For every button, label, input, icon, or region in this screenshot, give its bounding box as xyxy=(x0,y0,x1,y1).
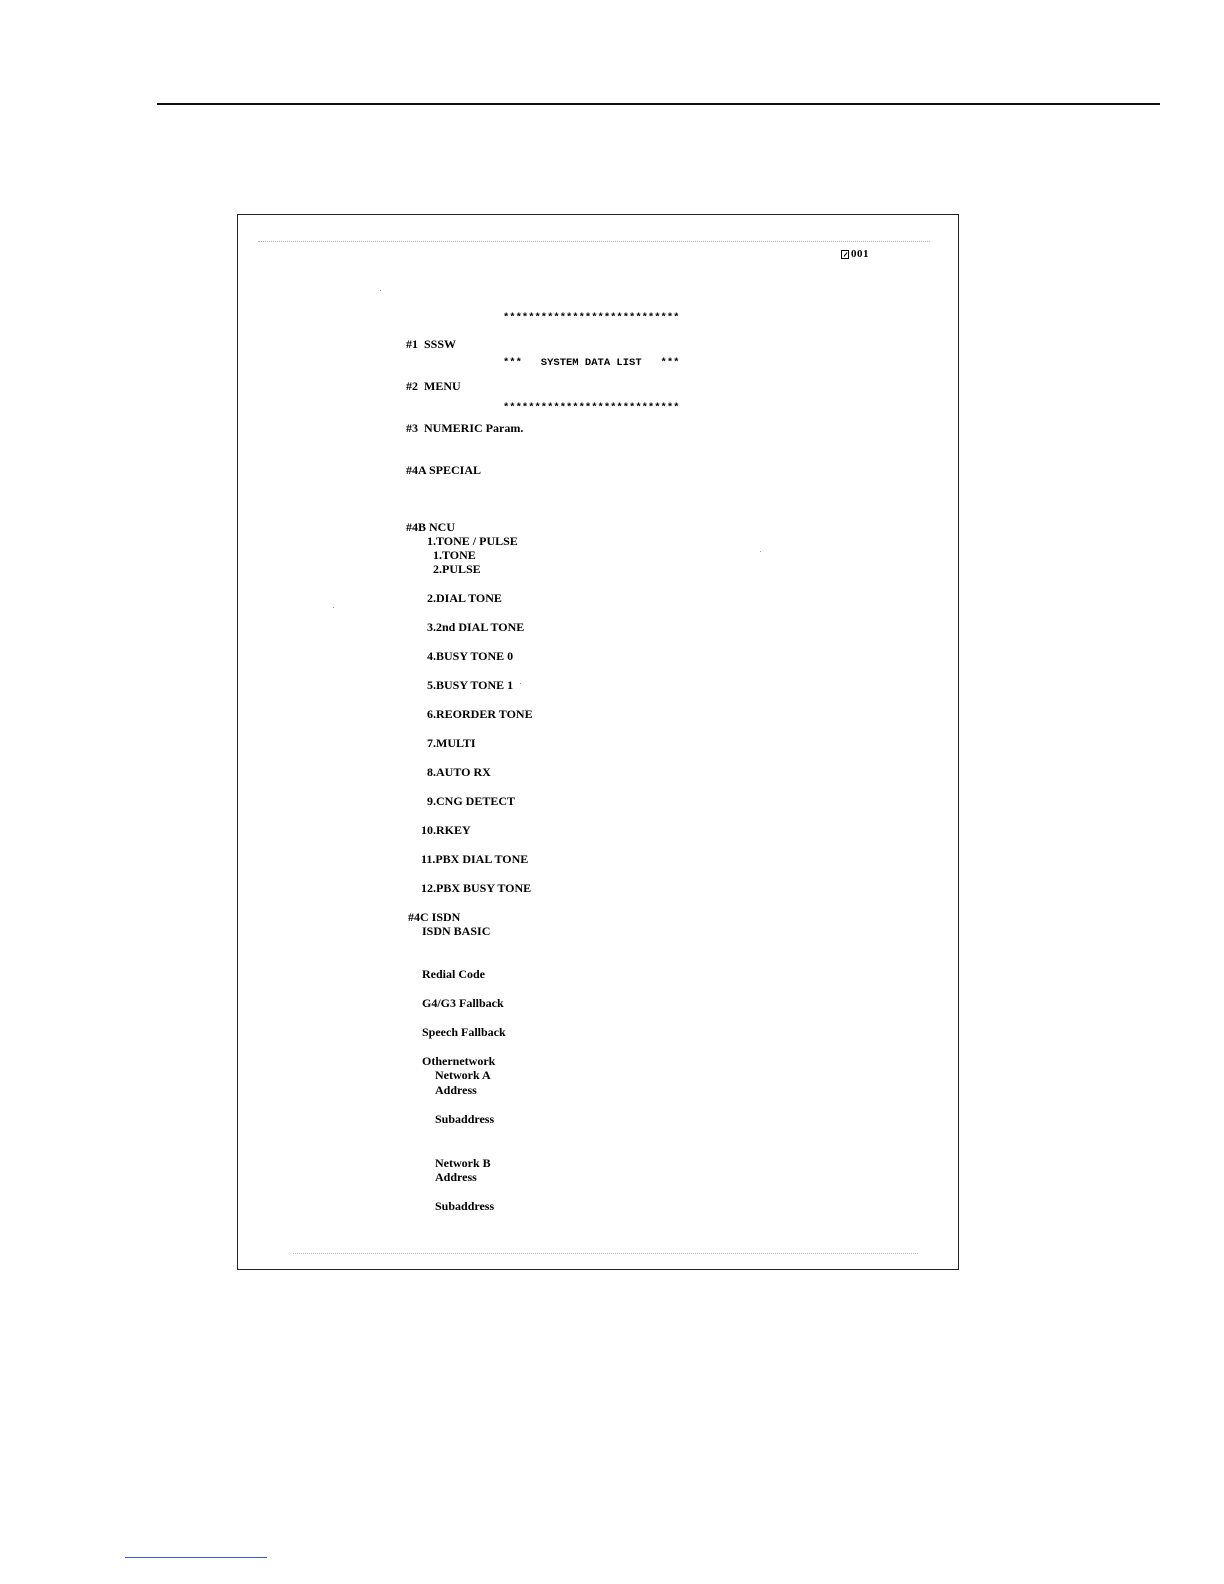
ncu-multi: 7.MULTI xyxy=(427,736,476,750)
scan-speck xyxy=(520,683,521,684)
list-header xyxy=(503,281,679,446)
fax-page-icon xyxy=(841,250,849,259)
network-b: Network B xyxy=(435,1156,491,1170)
bottom-dotted-edge xyxy=(293,1253,918,1254)
footer-link-rule xyxy=(125,1557,267,1558)
ncu-reorder-tone: 6.REORDER TONE xyxy=(427,707,533,721)
section-ncu: #4B NCU xyxy=(406,520,456,534)
page-number xyxy=(841,248,869,260)
section-isdn: #4C ISDN xyxy=(408,910,461,924)
ncu-pbx-busy-tone: 12.PBX BUSY TONE xyxy=(421,881,532,895)
ncu-pulse-option: 2.PULSE xyxy=(433,562,481,576)
scan-speck xyxy=(760,551,761,552)
isdn-speech-fallback: Speech Fallback xyxy=(422,1025,506,1039)
network-b-subaddress: Subaddress xyxy=(435,1199,495,1213)
header-stars-bottom: **************************** xyxy=(503,402,680,414)
ncu-cng-detect: 9.CNG DETECT xyxy=(427,794,516,808)
section-menu: #2 MENU xyxy=(406,379,461,393)
isdn-othernetwork: Othernetwork xyxy=(422,1054,496,1068)
system-data-list-printout xyxy=(237,214,959,1270)
ncu-busy-tone-0: 4.BUSY TONE 0 xyxy=(427,649,514,663)
network-b-address: Address xyxy=(435,1170,477,1184)
isdn-g4-g3-fallback: G4/G3 Fallback xyxy=(422,996,504,1010)
ncu-2nd-dial-tone: 3.2nd DIAL TONE xyxy=(427,620,525,634)
scan-speck xyxy=(333,607,334,608)
network-a-address: Address xyxy=(435,1083,477,1097)
page-number-text: 001 xyxy=(851,248,869,260)
top-dotted-edge xyxy=(258,241,930,242)
ncu-pbx-dial-tone: 11.PBX DIAL TONE xyxy=(421,852,529,866)
section-numeric-param: #3 NUMERIC Param. xyxy=(406,421,524,435)
header-stars-top: **************************** xyxy=(503,312,680,324)
header-title: *** SYSTEM DATA LIST *** xyxy=(503,357,680,369)
top-rule xyxy=(157,103,1160,105)
ncu-tone-pulse: 1.TONE / PULSE xyxy=(427,534,518,548)
network-a: Network A xyxy=(435,1068,491,1082)
isdn-basic: ISDN BASIC xyxy=(422,924,491,938)
ncu-rkey: 10.RKEY xyxy=(421,823,471,837)
scan-speck xyxy=(380,290,381,291)
ncu-busy-tone-1: 5.BUSY TONE 1 xyxy=(427,678,514,692)
ncu-auto-rx: 8.AUTO RX xyxy=(427,765,491,779)
section-sssw: #1 SSSW xyxy=(406,337,457,351)
ncu-tone-option: 1.TONE xyxy=(433,548,476,562)
network-a-subaddress: Subaddress xyxy=(435,1112,495,1126)
isdn-redial-code: Redial Code xyxy=(422,967,485,981)
ncu-dial-tone: 2.DIAL TONE xyxy=(427,591,502,605)
section-special: #4A SPECIAL xyxy=(406,463,482,477)
